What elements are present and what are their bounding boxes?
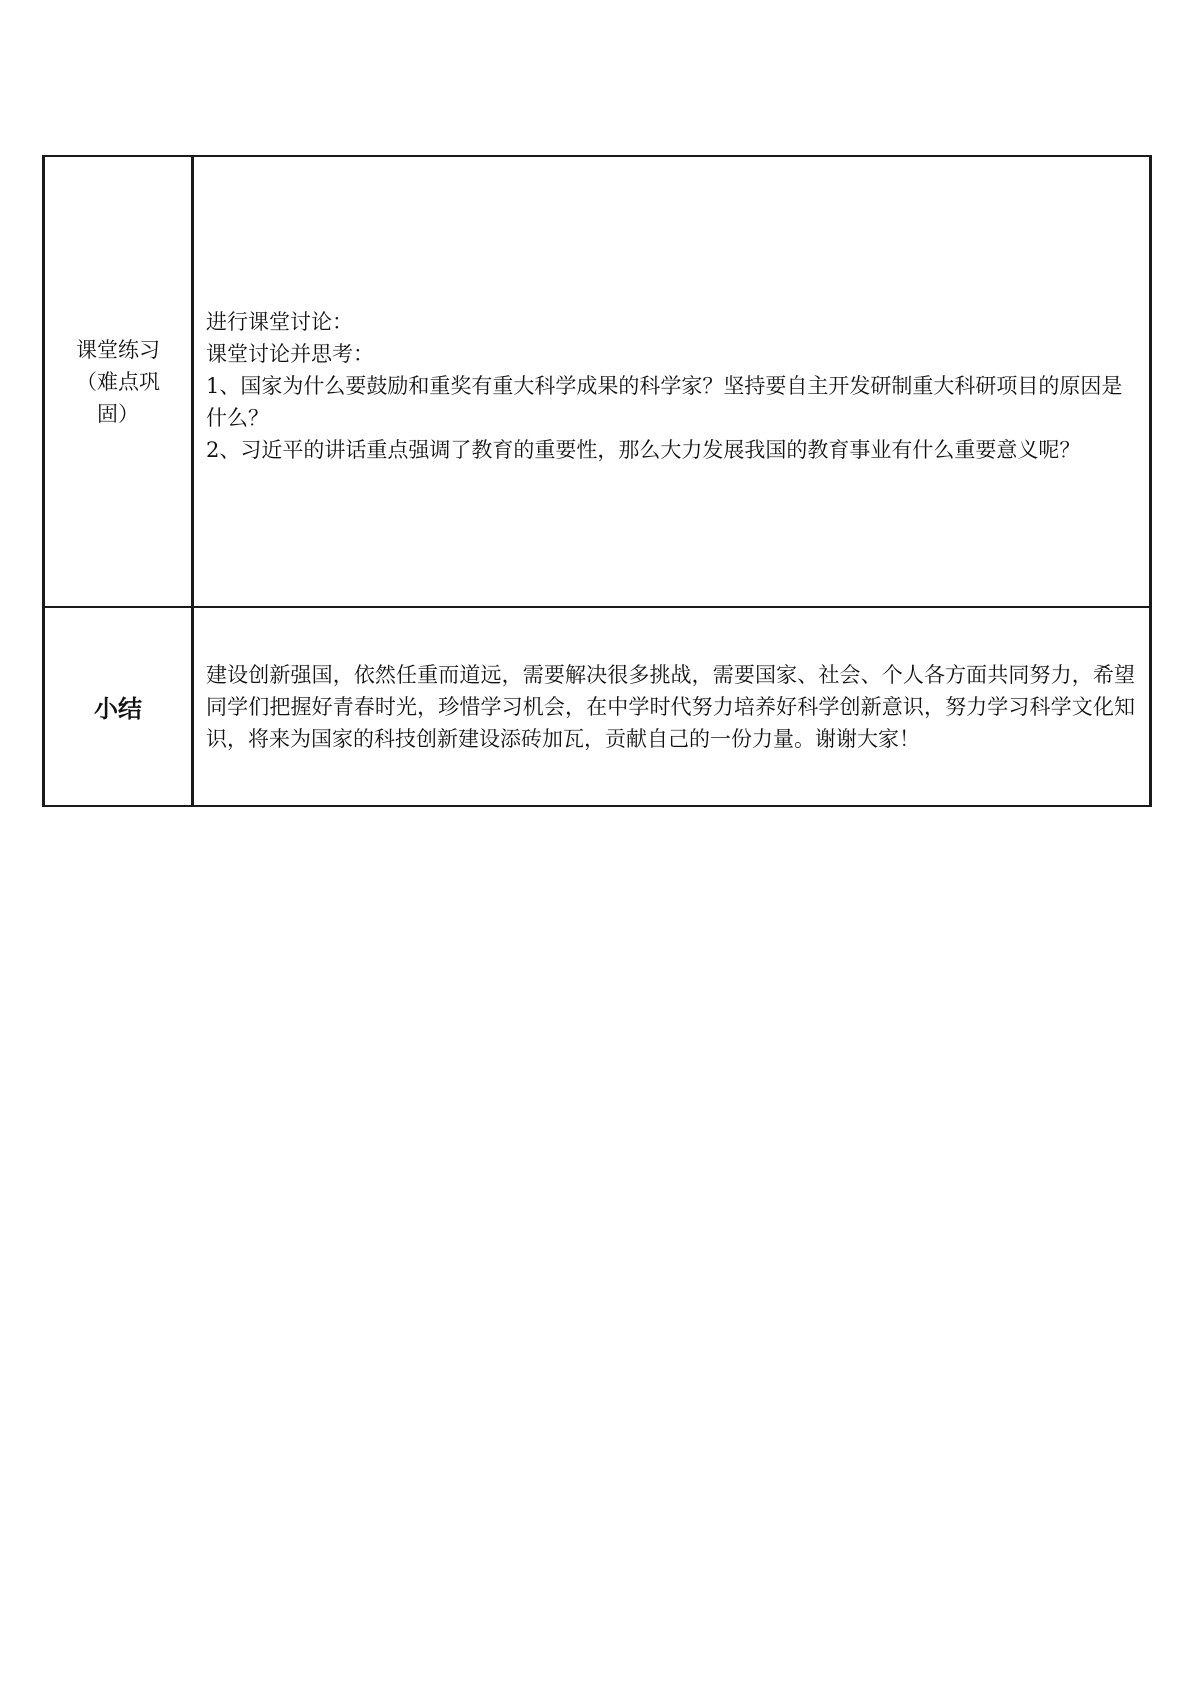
lesson-plan-table — [42, 155, 1152, 807]
practice-label-line: 课堂练习 — [76, 337, 160, 362]
summary-label-cell — [44, 607, 193, 806]
practice-content-cell — [193, 156, 1151, 607]
table-row-summary — [44, 607, 1151, 806]
practice-label-line: 固） — [97, 401, 139, 426]
practice-label-line: （难点巩 — [76, 369, 160, 394]
practice-intro-line: 进行课堂讨论： — [206, 309, 353, 334]
summary-text: 建设创新强国，依然任重而道远，需要解决很多挑战，需要国家、社会、个人各方面共同努力，希望同学们把握好青春时光，珍惜学习机会，在中学时代努力培养好科学创新意识，努力学习科学文化知识，将来为国家的科技创新建设添砖加瓦，贡献自己的一份力量。谢谢大家！ — [206, 662, 1135, 751]
summary-content — [194, 659, 1149, 755]
practice-question-1: 1、国家为什么要鼓励和重奖有重大科学成果的科学家？坚持要自主开发研制重大科研项目的原因是什么？ — [206, 373, 1123, 430]
summary-content-cell — [193, 607, 1151, 806]
practice-content — [194, 306, 1149, 466]
summary-label: 小结 — [94, 695, 142, 723]
table-row-practice — [44, 156, 1151, 607]
practice-label — [45, 334, 191, 430]
practice-label-cell — [44, 156, 193, 607]
practice-prompt-line: 课堂讨论并思考： — [206, 341, 374, 366]
practice-question-2: 2、习近平的讲话重点强调了教育的重要性，那么大力发展我国的教育事业有什么重要意义呢？ — [206, 437, 1081, 462]
